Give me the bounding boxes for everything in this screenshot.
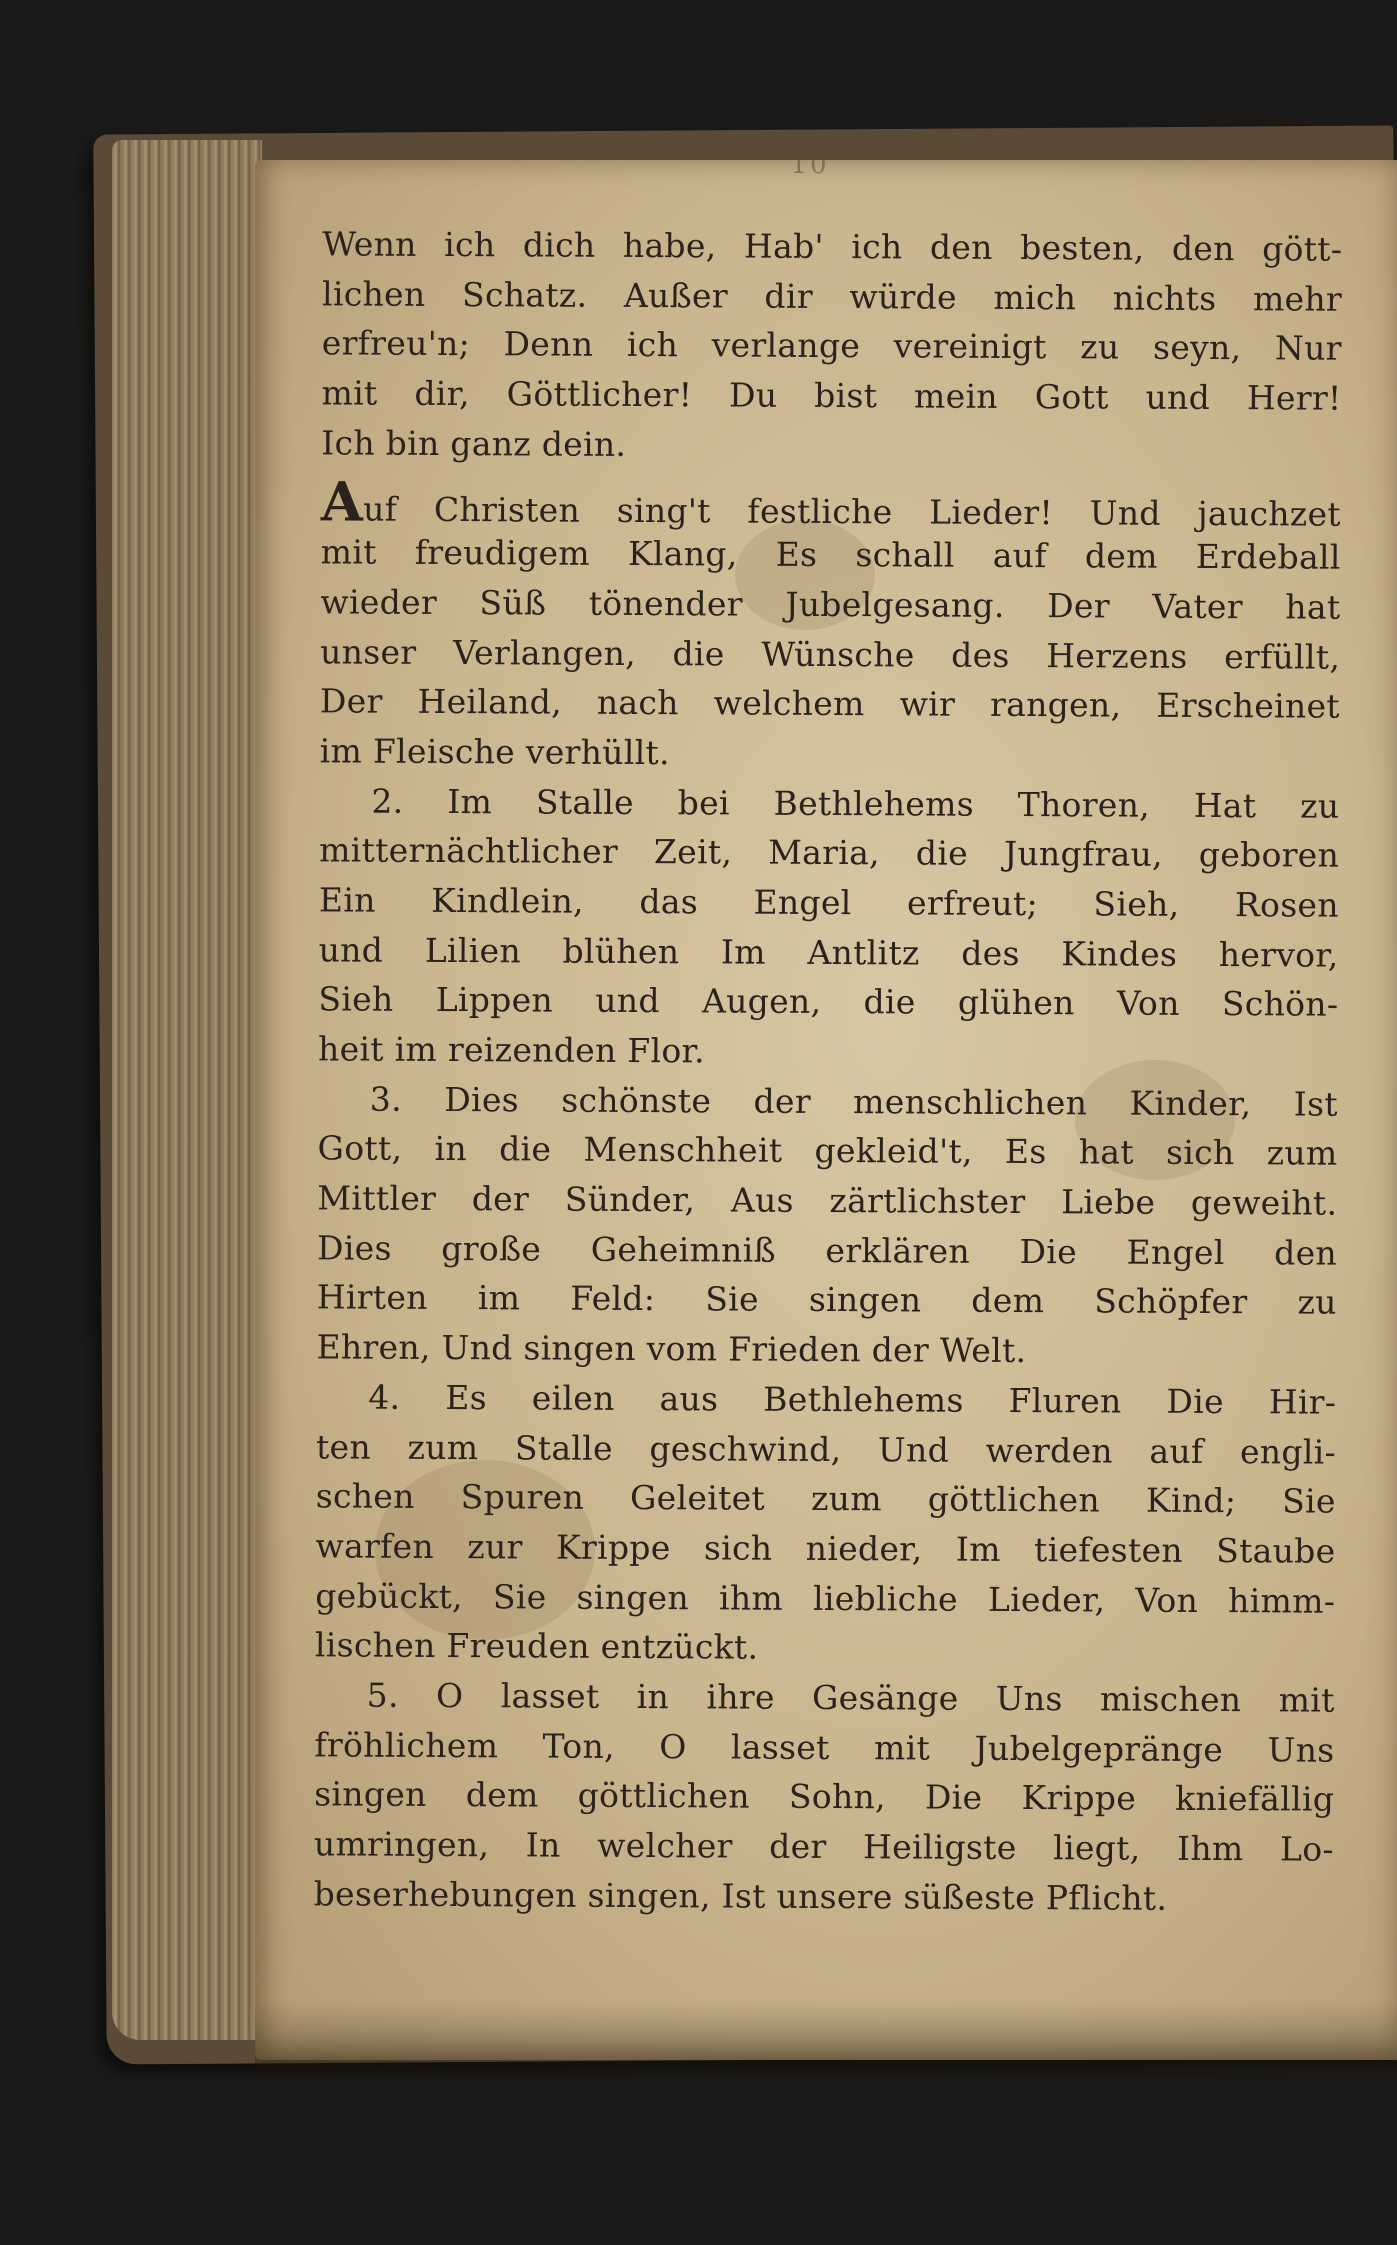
text-line: 2. Im Stalle bei Bethlehems Thoren, Hat zu [371, 781, 1340, 826]
text-line: mit dir, Göttlicher! Du bist mein Gott und Herr! [321, 373, 1342, 418]
verse-first-line [320, 469, 1342, 535]
text-line: wieder Süß tönender Jubelgesang. Der Vater hat [320, 582, 1341, 627]
verse-5 [314, 1670, 1335, 1924]
text-line: unser Verlangen, die Wünsche des Herzens erfüllt, [320, 631, 1341, 677]
text-line: beserhebungen singen, Ist unsere süßeste Pflicht. [313, 1874, 1168, 1918]
text-line: schen Spuren Geleitet zum göttlichen Kind; Sie [315, 1476, 1336, 1521]
text-line: Wenn ich dich habe, Hab' ich den besten, den gött- [322, 224, 1343, 269]
verse-1 [319, 469, 1342, 781]
text-line: Ein Kindlein, das Engel erfreut; Sieh, Rosen [318, 880, 1339, 925]
text-line: warfen zur Krippe sich nieder, Im tiefesten Staube [315, 1526, 1336, 1571]
text-line: Der Heiland, nach welchem wir rangen, Erscheinet [319, 681, 1341, 726]
text-line: und Lilien blühen Im Antlitz des Kindes hervor, [318, 929, 1339, 975]
text-line: ten zum Stalle geschwind, Und werden auf engli- [315, 1426, 1337, 1472]
text-line: 3. Dies schönste der menschlichen Kinder, Ist [369, 1079, 1338, 1124]
page-text [314, 219, 1343, 1924]
text-line: umringen, In welcher der Heiligste liegt, Ihm Lo- [313, 1824, 1335, 1869]
verse-3 [316, 1074, 1338, 1377]
text-line: mitternächtlicher Zeit, Maria, die Jungfrau, geboren [319, 830, 1340, 875]
text-line: 4. Es eilen aus Bethlehems Fluren Die Hir- [368, 1377, 1337, 1422]
text-line: Gott, in die Menschheit gekleid't, Es hat sich zum [317, 1128, 1338, 1174]
text-line: Ich bin ganz dein. [321, 423, 627, 464]
text-line: Mittler der Sünder, Aus zärtlichster Liebe geweiht. [317, 1178, 1338, 1223]
verse-4 [315, 1372, 1337, 1675]
text-line: Sieh Lippen und Augen, die glühen Von Schön- [318, 979, 1339, 1024]
text-line: im Fleische verhüllt. [319, 731, 670, 773]
text-line: Dies große Geheimniß erklären Die Engel den [316, 1228, 1338, 1273]
page-edges [112, 140, 262, 2040]
text-line: Ehren, Und singen vom Frieden der Welt. [316, 1327, 1027, 1371]
text-line: mit freudigem Klang, Es schall auf dem Erdeball [320, 532, 1341, 577]
drop-cap: A [320, 469, 364, 534]
text-line: lichen Schatz. Außer dir würde mich nichts mehr [321, 274, 1343, 319]
text-line: fröhlichem Ton, O lasset mit Jubelgepränge Uns [314, 1724, 1335, 1770]
text-line: uf Christen sing't festliche Lieder! Und jauchzet [363, 489, 1342, 535]
text-line: gebückt, Sie singen ihm liebliche Lieder, Von himm- [315, 1575, 1336, 1621]
verse-2 [318, 776, 1340, 1079]
text-line: singen dem göttlichen Sohn, Die Krippe kniefällig [314, 1774, 1335, 1819]
text-line: lischen Freuden entzückt. [314, 1625, 759, 1667]
page-bottom-shadow [255, 2000, 1397, 2070]
intro-stanza [321, 219, 1342, 473]
text-line: 5. O lasset in ihre Gesänge Uns mischen mit [366, 1675, 1335, 1720]
text-line: Hirten im Feld: Sie singen dem Schöpfer zu [316, 1277, 1337, 1323]
text-line: erfreu'n; Denn ich verlange vereinigt zu seyn, Nur [321, 323, 1342, 369]
text-line: heit im reizenden Flor. [318, 1029, 705, 1071]
page-number: 10 [790, 150, 830, 180]
